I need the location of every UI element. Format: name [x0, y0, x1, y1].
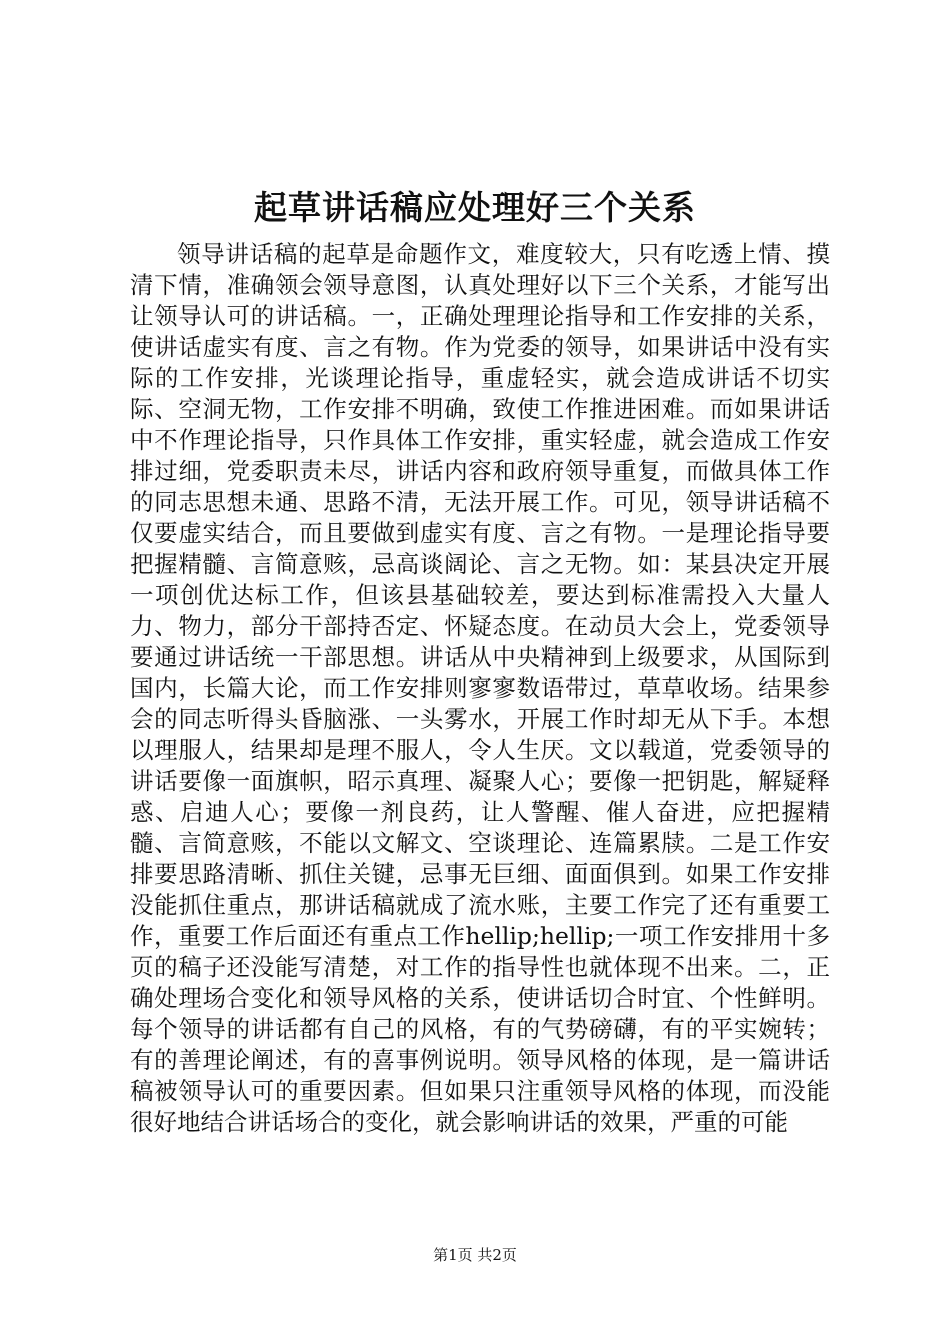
page-number-footer: 第1页 共2页: [433, 1246, 517, 1264]
document-body-paragraph: 领导讲话稿的起草是命题作文，难度较大，只有吃透上情、摸清下情，准确领会领导意图，认真处理好以下三个关系，才能写出让领导认可的讲话稿。一，正确处理理论指导和工作安排的关系，使讲话虚实有度、言之有物。作为党委的领导，如果讲话中没有实际的工作安排，光谈理论指导，重虚轻实，就会造成讲话不切实际、空洞无物，工作安排不明确，致使工作推进困难。而如果讲话中不作理论指导，只作具体工作安排，重实轻虚，就会造成工作安排过细，党委职责未尽，讲话内容和政府领导重复，而做具体工作的同志思想未通、思路不清，无法开展工作。可见，领导讲话稿不仅要虚实结合，而且要做到虚实有度、言之有物。一是理论指导要把握精髓、言简意赅，忌高谈阔论、言之无物。如：某县决定开展一项创优达标工作，但该县基础较差，要达到标准需投入大量人力、物力，部分干部持否定、怀疑态度。在动员大会上，党委领导要通过讲话统一干部思想。讲话从中央精神到上级要求，从国际到国内，长篇大论，而工作安排则寥寥数语带过，草草收场。结果参会的同志听得头昏脑涨、一头雾水，开展工作时却无从下手。本想以理服人，结果却是理不服人，令人生厌。文以载道，党委领导的讲话要像一面旗帜，昭示真理、凝聚人心；要像一把钥匙，解疑释惑、启迪人心；要像一剂良药，让人警醒、催人奋进，应把握精髓、言简意赅，不能以文解文、空谈理论、连篇累牍。二是工作安排要思路清晰、抓住关键，忌事无巨细、面面俱到。如果工作安排没能抓住重点，那讲话稿就成了流水账，主要工作完了还有重要工作，重要工作后面还有重点工作hellip;hellip;一项工作安排用十多页的稿子还没能写清楚，对工作的指导性也就体现不出来。二，正确处理场合变化和领导风格的关系，使讲话切合时宜、个性鲜明。每个领导的讲话都有自己的风格，有的气势磅礴，有的平实婉转；有的善理论阐述，有的喜事例说明。领导风格的体现，是一篇讲话稿被领导认可的重要因素。但如果只注重领导风格的体现，而没能很好地结合讲话场合的变化，就会影响讲话的效果，严重的可能: [130, 240, 830, 1136]
document-title: 起草讲话稿应处理好三个关系: [254, 188, 696, 227]
